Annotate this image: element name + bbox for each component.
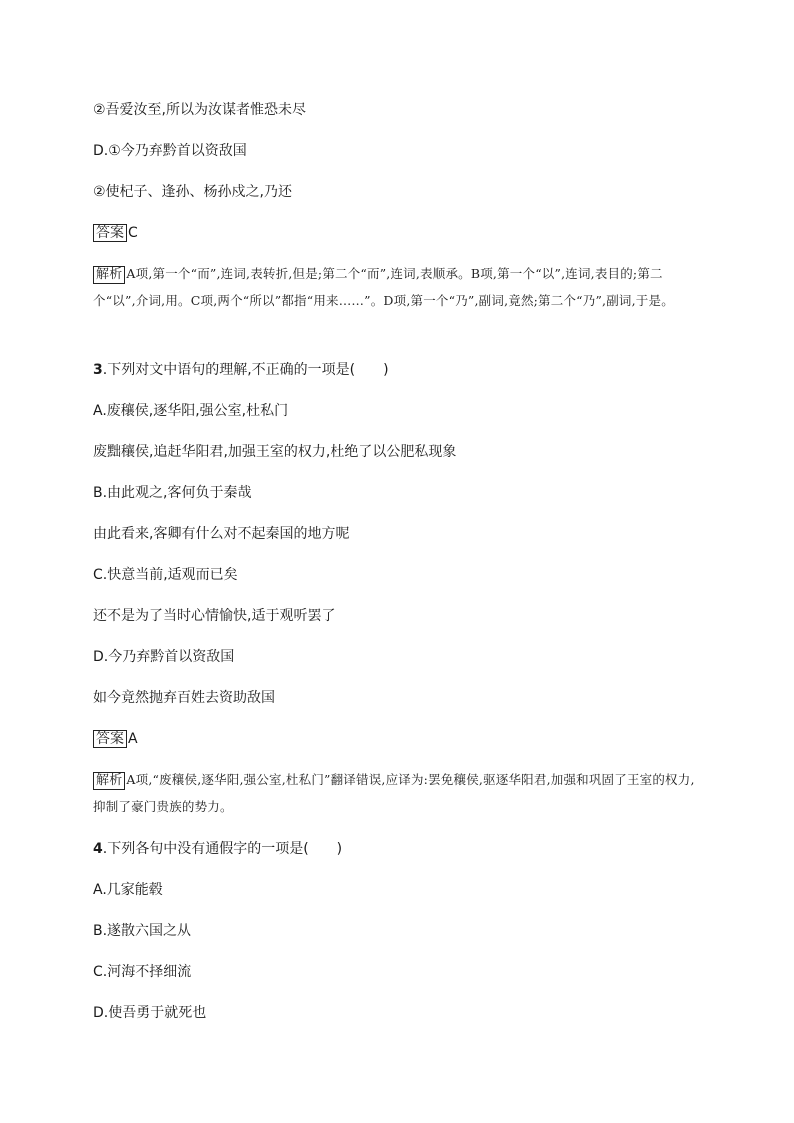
q3-option-b-translation: 由此看来,客卿有什么对不起秦国的地方呢: [93, 526, 350, 542]
question-text: .下列各句中没有通假字的一项是( ): [102, 841, 343, 857]
q4-option-c: C.河海不择细流: [93, 964, 192, 980]
q3-option-c-translation: 还不是为了当时心情愉快,适于观听罢了: [93, 608, 336, 624]
q4-stem: [93, 839, 342, 859]
analysis-tag: 解析: [93, 266, 125, 284]
q3-option-d-translation: 如今竟然抛弃百姓去资助敌国: [93, 690, 275, 706]
question-number: 4: [93, 841, 103, 857]
q3-option-c: C.快意当前,适观而已矣: [93, 567, 238, 583]
answer-value: C: [128, 225, 138, 241]
q3-stem: [93, 360, 389, 380]
q3-option-a: A.废穰侯,逐华阳,强公室,杜私门: [93, 403, 289, 419]
q2-option-c-line2: ②吾爱汝至,所以为汝谋者惟恐未尽: [93, 102, 307, 118]
q3-option-d: D.今乃弃黔首以资敌国: [93, 649, 235, 665]
analysis-text: A项,第一个“而”,连词,表转折,但是;第二个“而”,连词,表顺承。B项,第一个“以”,连词,表目的;第二个“以”,介词,用。C项,两个“所以”都指“用来……”。D项,第一个“乃”,副词,竟然;第二个“乃”,副词,于是。: [93, 266, 674, 308]
answer-value: A: [128, 731, 138, 747]
q4-option-d: D.使吾勇于就死也: [93, 1005, 207, 1021]
question-number: 3: [93, 362, 103, 378]
q4-option-b: B.遂散六国之从: [93, 923, 192, 939]
q2-option-d-line2: ②使杞子、逢孙、杨孙戍之,乃还: [93, 184, 293, 200]
q3-option-b: B.由此观之,客何负于秦哉: [93, 485, 252, 501]
q2-analysis: [93, 260, 699, 314]
q3-option-a-translation: 废黜穰侯,追赶华阳君,加强王室的权力,杜绝了以公肥私现象: [93, 444, 457, 460]
q3-answer: [93, 729, 138, 749]
q2-answer: [93, 223, 138, 243]
question-text: .下列对文中语句的理解,不正确的一项是( ): [102, 362, 389, 378]
analysis-text: A项,“废穰侯,逐华阳,强公室,杜私门”翻译错误,应译为:罢免穰侯,驱逐华阳君,加强和巩固了王室的权力,抑制了豪门贵族的势力。: [93, 772, 695, 814]
q4-option-a: A.几家能毂: [93, 882, 163, 898]
answer-tag: 答案: [93, 730, 127, 748]
answer-tag: 答案: [93, 224, 127, 242]
q3-analysis: [93, 766, 699, 820]
q2-option-d-line1: D.①今乃弃黔首以资敌国: [93, 143, 247, 159]
analysis-tag: 解析: [93, 772, 125, 790]
